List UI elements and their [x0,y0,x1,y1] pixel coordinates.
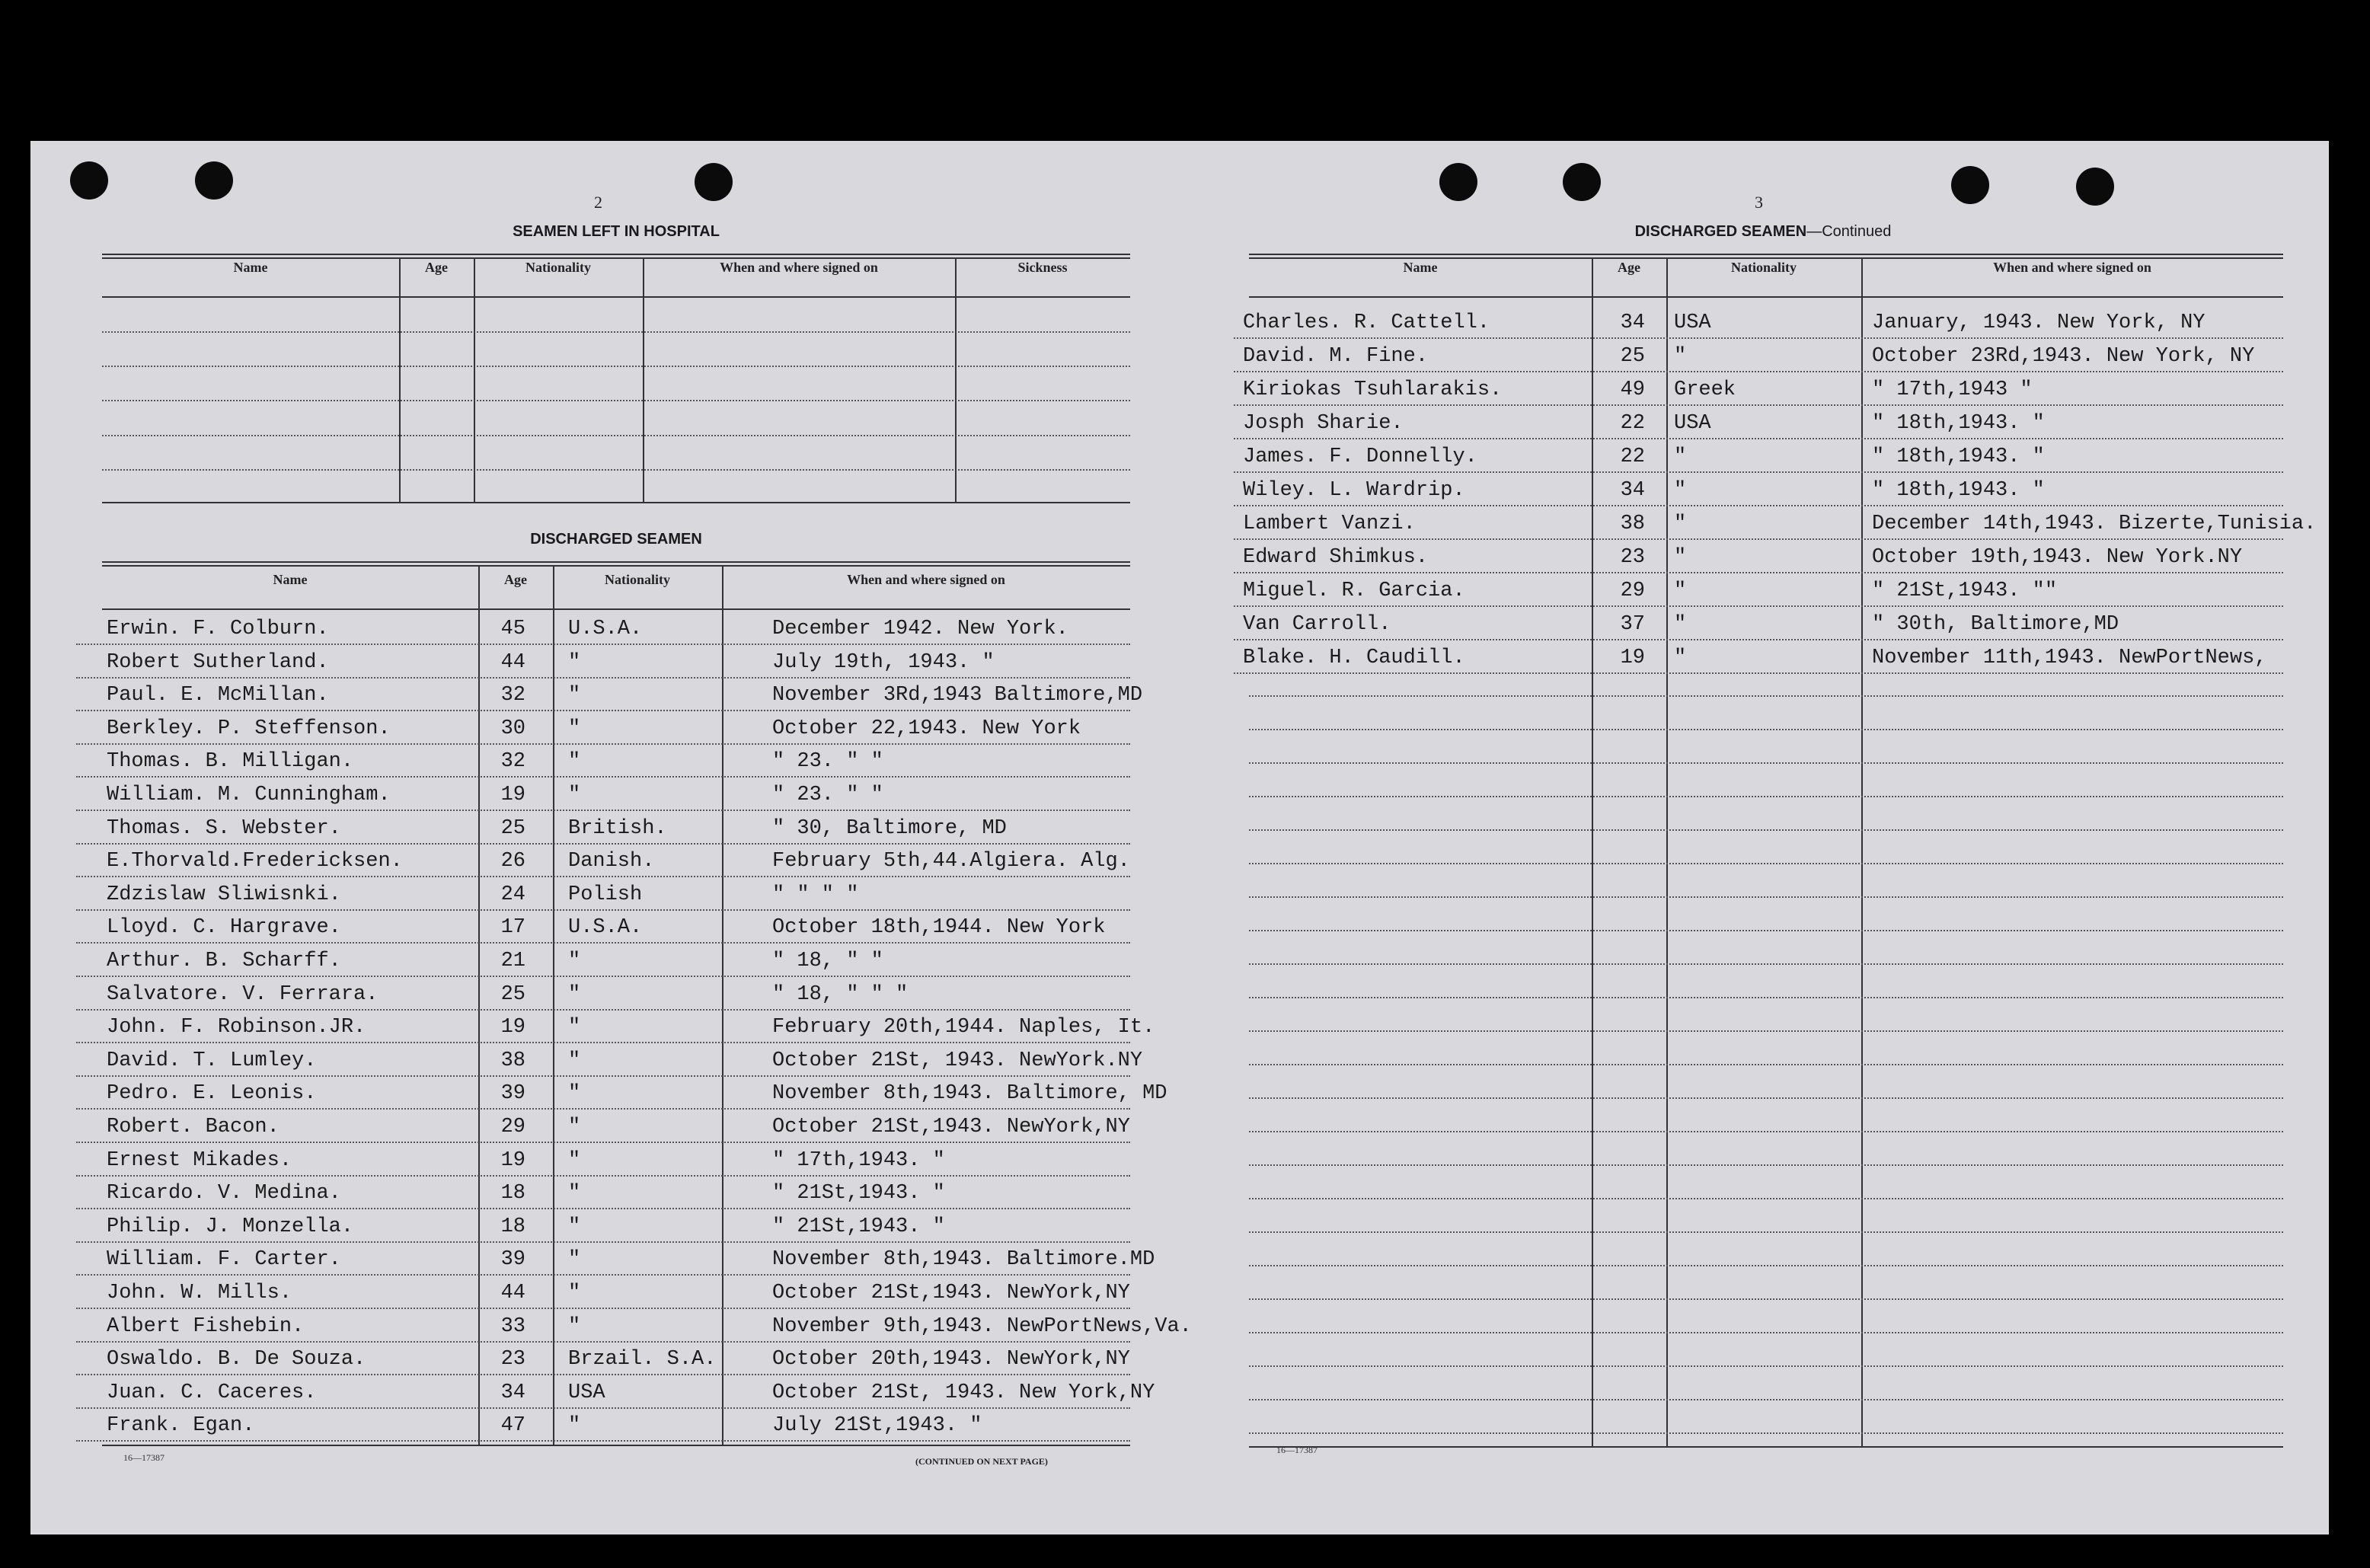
seaman-nationality: " [1674,613,1687,636]
table-row [76,1108,1130,1143]
binder-hole [1439,163,1477,201]
page-number: 2 [594,193,602,212]
signed-on-date-place: " 18, " " [772,950,883,972]
blank-ruled-line [1249,796,2283,797]
table-row [76,1241,1155,1276]
signed-on-date-place: November 8th,1943. Baltimore, MD [772,1082,1167,1106]
blank-ruled-line [1249,1097,2283,1099]
seaman-nationality: " [568,1016,581,1039]
blank-ruled-line [1249,896,2283,898]
seaman-nationality: " [1674,445,1687,468]
blank-ruled-line [1249,762,2283,764]
signed-on-date-place: July 19th, 1943. " [772,650,995,674]
form-number: 16—17387 [1276,1445,1318,1455]
seaman-name: Kiriokas Tsuhlarakis. [1243,378,1503,401]
seaman-age: 19 [500,1016,525,1039]
seaman-name: David. T. Lumley. [107,1049,317,1072]
table-row [76,1142,1130,1177]
blank-ruled-line [1249,1298,2283,1300]
table-row [76,876,1130,911]
seaman-nationality: " [568,1215,581,1238]
signed-on-date-place: October 18th,1944. New York [772,916,1106,940]
column-header: Name [273,572,308,587]
seaman-nationality: " [568,950,581,972]
seaman-name: Van Carroll. [1243,613,1391,636]
blank-ruled-line [1249,695,2283,697]
seaman-age: 44 [500,1282,525,1305]
seaman-age: 18 [500,1182,525,1206]
seaman-age: 17 [500,916,525,940]
seaman-name: James. F. Donnelly. [1243,445,1477,468]
signed-on-date-place: October 21St, 1943. New York,NY [772,1381,1155,1404]
table-row [76,610,1130,645]
table-row [76,1174,1130,1209]
seaman-name: Thomas. B. Milligan. [107,750,354,774]
discharged-continued-title [1249,223,2277,241]
seaman-nationality: U.S.A. [568,916,643,940]
seaman-age: 22 [1620,445,1645,468]
signed-on-date-place: October 19th,1943. New York.NY [1872,546,2243,569]
seaman-nationality: Greek [1674,378,1736,401]
signed-on-date-place: November 8th,1943. Baltimore.MD [772,1248,1155,1272]
seaman-name: Arthur. B. Scharff. [107,950,341,972]
table-row [1234,505,2317,540]
seaman-name: Lambert Vanzi. [1243,513,1416,535]
seaman-age: 37 [1620,613,1645,636]
seaman-nationality: " [568,750,581,774]
signed-on-date-place: " 21St,1943. "" [1872,580,2058,602]
seaman-age: 30 [500,717,525,740]
seaman-name: David. M. Fine. [1243,345,1429,368]
title-bold: DISCHARGED SEAMEN [1634,223,1807,240]
signed-on-date-place: October 23Rd,1943. New York, NY [1872,345,2255,368]
blank-ruled-line [1249,963,2283,965]
seaman-nationality: " [1674,580,1687,602]
signed-on-date-place: February 5th,44.Algiera. Alg. [772,850,1130,873]
discharged-section-title: DISCHARGED SEAMEN [530,531,702,548]
table-row [76,1340,1130,1375]
seaman-name: Thomas. S. Webster. [107,816,341,840]
table-row [1234,538,2283,573]
column-header: Nationality [1730,260,1797,275]
seaman-nationality: " [568,717,581,740]
seaman-age: 29 [500,1116,525,1138]
seaman-age: 34 [500,1381,525,1404]
signed-on-date-place: October 20th,1943. NewYork,NY [772,1348,1130,1372]
blank-ruled-line [1249,1399,2283,1400]
seaman-name: Philip. J. Monzella. [107,1215,354,1238]
table-row [76,1308,1192,1343]
table-row [76,842,1130,877]
column-header: Age [425,260,448,275]
binder-hole [1563,163,1601,201]
seaman-nationality: " [568,982,581,1006]
table-row [1234,438,2283,473]
signed-on-date-place: " 17th,1943. " [772,1148,945,1172]
seaman-nationality: " [568,1082,581,1106]
seaman-name: John. W. Mills. [107,1282,292,1305]
column-header: Name [1403,260,1438,275]
seaman-age: 38 [1620,513,1645,535]
blank-ruled-line [1249,997,2283,998]
signed-on-date-place: " " " " [772,883,859,906]
table-row [76,710,1130,745]
column-header: Nationality [604,572,670,587]
seaman-nationality: U.S.A. [568,618,643,640]
column-header: When and where signed on [720,260,878,275]
binder-hole [2076,168,2114,206]
signed-on-date-place: " 18, " " " [772,982,909,1006]
table-row [76,1008,1155,1043]
seaman-age: 33 [500,1314,525,1338]
seaman-name: Albert Fishebin. [107,1314,305,1338]
title-continued: —Continued [1806,223,1892,240]
seaman-age: 19 [500,784,525,806]
signed-on-date-place: " 21St,1943. " [772,1182,945,1206]
seaman-name: Paul. E. McMillan. [107,684,329,707]
hospital-section-title: SEAMEN LEFT IN HOSPITAL [513,223,720,240]
signed-on-date-place: November 11th,1943. NewPortNews, [1872,647,2267,669]
seaman-name: Lloyd. C. Hargrave. [107,916,341,940]
signed-on-date-place: January, 1943. New York, NY [1872,311,2206,334]
blank-ruled-line [1249,1030,2283,1032]
seaman-nationality: Brzail. S.A. [568,1348,717,1372]
seaman-nationality: Polish [568,883,643,906]
seaman-age: 22 [1620,412,1645,435]
signed-on-date-place: February 20th,1944. Naples, It. [772,1016,1155,1039]
blank-ruled-line [1249,1432,2283,1434]
column-header: Name [233,260,268,275]
page-number: 3 [1755,193,1763,212]
seaman-age: 19 [1620,647,1645,669]
seaman-nationality: " [1674,513,1687,535]
table-row [76,776,1130,811]
binder-hole [70,161,108,200]
blank-ruled-line [1249,1365,2283,1367]
blank-ruled-line [1249,1332,2283,1333]
seaman-name: Blake. H. Caudill. [1243,647,1465,669]
seaman-nationality: " [1674,647,1687,669]
form-number: 16—17387 [123,1452,164,1463]
seaman-name: Berkley. P. Steffenson. [107,717,391,740]
seaman-nationality: " [568,684,581,707]
table-row [76,976,1130,1011]
seaman-nationality: " [568,1116,581,1138]
seaman-age: 23 [500,1348,525,1372]
hospital-table [102,254,1130,505]
signed-on-date-place: " 23. " " [772,750,883,774]
signed-on-date-place: December 1942. New York. [772,618,1068,640]
table-row [1234,304,2283,339]
ledger-sheet [30,141,2329,1534]
seaman-name: Robert. Bacon. [107,1116,279,1138]
signed-on-date-place: October 21St, 1943. NewYork.NY [772,1049,1143,1072]
seaman-age: 32 [500,684,525,707]
signed-on-date-place: November 3Rd,1943 Baltimore,MD [772,684,1143,707]
seaman-age: 44 [500,650,525,674]
table-row [76,1274,1130,1309]
seaman-name: E.Thorvald.Fredericksen. [107,850,403,873]
table-row [76,676,1143,711]
blank-ruled-line [1249,1265,2283,1266]
seaman-name: Josph Sharie. [1243,412,1404,435]
signed-on-date-place: October 21St,1943. NewYork,NY [772,1282,1130,1305]
seaman-age: 21 [500,950,525,972]
signed-on-date-place: " 18th,1943. " [1872,412,2045,435]
column-header: Nationality [525,260,591,275]
seaman-name: William. M. Cunningham. [107,784,391,806]
signed-on-date-place: " 23. " " [772,784,883,806]
signed-on-date-place: " 18th,1943. " [1872,479,2045,502]
column-header: When and where signed on [847,572,1005,587]
binder-hole [695,163,733,201]
table-row [76,1407,1130,1442]
seaman-age: 45 [500,618,525,640]
seaman-name: Pedro. E. Leonis. [107,1082,317,1106]
seaman-nationality: " [568,1282,581,1305]
blank-ruled-line [1249,1164,2283,1166]
signed-on-date-place: December 14th,1943. Bizerte,Tunisia. [1872,513,2317,535]
signed-on-date-place: " 17th,1943 " [1872,378,2033,401]
column-header: Age [1618,260,1640,275]
seaman-name: Ricardo. V. Medina. [107,1182,341,1206]
seaman-nationality: " [568,1414,581,1438]
table-row [76,1042,1143,1077]
seaman-age: 38 [500,1049,525,1072]
seaman-age: 24 [500,883,525,906]
seaman-name: Zdzislaw Sliwisnki. [107,883,341,906]
table-row [76,810,1130,845]
seaman-name: Charles. R. Cattell. [1243,311,1490,334]
seaman-nationality: USA [568,1381,605,1404]
column-header: When and where signed on [1993,260,2151,275]
seaman-nationality: Danish. [568,850,655,873]
seaman-nationality: " [568,1182,581,1206]
signed-on-date-place: " 30th, Baltimore,MD [1872,613,2119,636]
seaman-nationality: USA [1674,311,1711,334]
table-row [1234,404,2283,439]
seaman-name: Ernest Mikades. [107,1148,292,1172]
blank-ruled-line [1249,930,2283,931]
seaman-name: Juan. C. Caceres. [107,1381,317,1404]
seaman-name: Salvatore. V. Ferrara. [107,982,378,1006]
seaman-name: Edward Shimkus. [1243,546,1429,569]
table-row [76,1075,1167,1110]
seaman-age: 29 [1620,580,1645,602]
seaman-name: William. F. Carter. [107,1248,341,1272]
seaman-name: Robert Sutherland. [107,650,329,674]
signed-on-date-place: " 18th,1943. " [1872,445,2045,468]
binder-hole [195,161,233,200]
table-row [76,643,1130,679]
seaman-age: 19 [500,1148,525,1172]
table-row [76,742,1130,778]
seaman-name: Erwin. F. Colburn. [107,618,329,640]
table-row [76,1208,1130,1243]
signed-on-date-place: " 30, Baltimore, MD [772,816,1007,840]
seaman-age: 39 [500,1248,525,1272]
signed-on-date-place: October 22,1943. New York [772,717,1081,740]
blank-ruled-line [1249,1231,2283,1233]
table-row [1234,371,2283,406]
seaman-nationality: " [1674,345,1687,368]
table-row [76,942,1130,977]
seaman-name: Frank. Egan. [107,1414,255,1438]
seaman-age: 34 [1620,479,1645,502]
seaman-age: 47 [500,1414,525,1438]
column-header: Sickness [1017,260,1068,275]
seaman-nationality: British. [568,816,667,840]
table-row [76,1374,1155,1409]
seaman-nationality: " [568,1248,581,1272]
seaman-age: 49 [1620,378,1645,401]
blank-ruled-line [1249,863,2283,864]
table-row [1234,471,2283,506]
table-row [76,909,1130,944]
seaman-age: 32 [500,750,525,774]
blank-ruled-line [1249,1198,2283,1199]
table-row [1234,572,2283,607]
blank-ruled-line [1249,829,2283,831]
seaman-nationality: " [568,1148,581,1172]
seaman-age: 39 [500,1082,525,1106]
table-row [1234,337,2283,372]
seaman-age: 25 [1620,345,1645,368]
seaman-nationality: " [568,650,581,674]
continued-note: (CONTINUED ON NEXT PAGE) [915,1456,1048,1467]
seaman-nationality: " [568,1314,581,1338]
seaman-age: 18 [500,1215,525,1238]
seaman-age: 25 [500,982,525,1006]
seaman-nationality: " [1674,546,1687,569]
seaman-nationality: USA [1674,412,1711,435]
seaman-name: John. F. Robinson.JR. [107,1016,366,1039]
blank-ruled-line [1249,729,2283,730]
seaman-age: 26 [500,850,525,873]
table-row [1234,639,2283,674]
seaman-age: 25 [500,816,525,840]
seaman-nationality: " [568,784,581,806]
binder-hole [1951,166,1989,204]
seaman-name: Miguel. R. Garcia. [1243,580,1465,602]
column-header: Age [504,572,527,587]
seaman-nationality: " [568,1049,581,1072]
signed-on-date-place: July 21St,1943. " [772,1414,982,1438]
blank-ruled-line [1249,1064,2283,1065]
signed-on-date-place: October 21St,1943. NewYork,NY [772,1116,1130,1138]
seaman-age: 34 [1620,311,1645,334]
signed-on-date-place: " 21St,1943. " [772,1215,945,1238]
seaman-name: Wiley. L. Wardrip. [1243,479,1465,502]
seaman-name: Oswaldo. B. De Souza. [107,1348,366,1372]
signed-on-date-place: November 9th,1943. NewPortNews,Va. [772,1314,1192,1338]
blank-ruled-line [1249,1131,2283,1132]
seaman-age: 23 [1620,546,1645,569]
table-row [1234,605,2283,640]
seaman-nationality: " [1674,479,1687,502]
